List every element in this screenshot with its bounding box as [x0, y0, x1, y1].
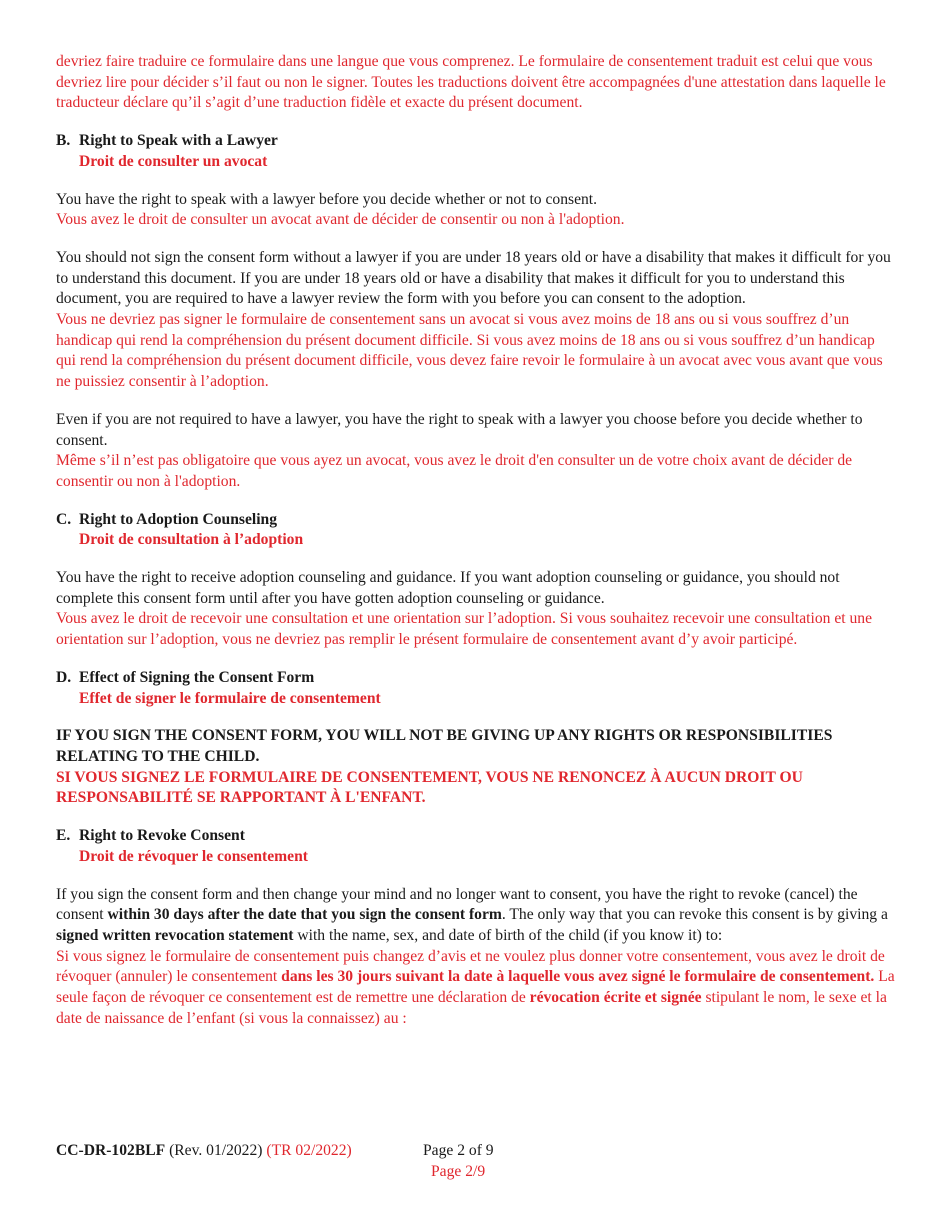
section-e-en-text-1: If you sign the consent form and then change your mind and no longer want to consent, you have the right to revoke (cancel) the consent — [56, 885, 858, 924]
section-b-p2-en: You should not sign the consent form without a lawyer if you are under 18 years old or have a disability that makes it difficult for you to understand this document. If you are under 18 years old or have a disability that makes it difficult for you to understand this document, you are required to have a lawyer review the form with you before you can consent to the adoption. — [56, 248, 891, 308]
intro-paragraph-fr: devriez faire traduire ce formulaire dans une langue que vous comprenez. Le formulaire de consentement traduit est celui que vous devriez lire pour décider s’il faut ou non le signer. Toutes les traductions doivent être accompagnées d'une attestation dans laquelle le traducteur déclare qu’il s’agit d’une traduction fidèle et exacte du présent document. — [56, 53, 886, 112]
section-c-title-fr: Droit de consultation à l’adoption — [79, 531, 304, 549]
section-e-en-text-2: . The only way that you can revoke this consent is by giving a — [501, 906, 888, 924]
section-b-p1-en: You have the right to speak with a lawyer before you decide whether or not to consent. — [56, 190, 598, 208]
section-b-title — [56, 131, 896, 152]
section-d-title-text: Effect of Signing the Consent Form — [79, 668, 315, 686]
section-e-title-fr: Droit de révoquer le consentement — [79, 847, 308, 865]
section-c-p1-en: You have the right to receive adoption counseling and guidance. If you want adoption counseling or guidance, you should not complete this consent form until after you have gotten adoption counseling or guidance. — [56, 569, 840, 607]
form-translation-revision: (TR 02/2022) — [266, 1142, 352, 1159]
page-number — [423, 1141, 523, 1182]
form-id: CC-DR-102BLF — [56, 1142, 166, 1159]
section-e-letter: E. — [56, 827, 71, 845]
section-b-title-fr: Droit de consulter un avocat — [79, 152, 268, 170]
section-b-letter: B. — [56, 132, 71, 150]
section-e-title-text: Right to Revoke Consent — [79, 827, 245, 845]
section-e-title — [56, 826, 896, 847]
section-b-p2-fr: Vous ne devriez pas signer le formulaire de consentement sans un avocat si vous avez moins de 18 ans ou si vous souffrez d’un handicap qui rend la compréhension du présent document difficile. Si vous avez moins de 18 ans ou si vous souffrez d’un handicap qui rend la compréhension du présent document difficile, vous devez faire revoir le formulaire à un avocat avec vous avant que vous ne puissiez consentir à l’adoption. — [56, 311, 883, 391]
section-e-en-text-3: with the name, sex, and date of birth of the child (if you know it) to: — [293, 926, 723, 944]
page-content — [56, 52, 896, 1029]
section-d — [56, 668, 896, 809]
section-e-en-bold-2: signed written revocation statement — [56, 926, 294, 944]
section-d-letter: D. — [56, 668, 72, 686]
section-b-title-text: Right to Speak with a Lawyer — [79, 132, 278, 150]
section-b-p3-fr: Même s’il n’est pas obligatoire que vous ayez un avocat, vous avez le droit d'en consulter un de votre choix avant de décider de consentir ou non à l'adoption. — [56, 452, 853, 490]
section-e-en-bold-1: within 30 days after the date that you sign the consent form — [107, 906, 502, 924]
section-c-title — [56, 510, 896, 531]
section-e-fr-bold-2: révocation écrite et signée — [529, 989, 702, 1007]
section-b-p1-fr: Vous avez le droit de consulter un avocat avant de décider de consentir ou non à l'adoption. — [56, 211, 625, 229]
section-c-p1-fr: Vous avez le droit de recevoir une consultation et une orientation sur l’adoption. Si vous souhaitez recevoir une consultation et une orientation sur l’adoption, vous ne devriez pas remplir le présent formulaire de consentement avant d’y avoir participé. — [56, 610, 872, 649]
section-d-warning-fr: SI VOUS SIGNEZ LE FORMULAIRE DE CONSENTEMENT, VOUS NE RENONCEZ À AUCUN DROIT OU RESPONSABILITÉ SE RAPPORTANT À L'ENFANT. — [56, 768, 803, 807]
page-footer — [56, 1141, 896, 1185]
section-c-title-text: Right to Adoption Counseling — [79, 510, 278, 528]
section-e-fr-text-2: La seule façon de révoquer ce consentement est de remettre une déclaration de — [56, 968, 895, 1007]
page-number-en: Page 2 of 9 — [423, 1142, 494, 1159]
form-identifier — [56, 1141, 352, 1162]
section-d-title — [56, 668, 896, 689]
section-c — [56, 510, 896, 651]
section-e-p1-fr — [56, 947, 896, 1030]
form-revision: (Rev. 01/2022) — [169, 1142, 263, 1159]
section-c-letter: C. — [56, 510, 72, 528]
section-b — [56, 131, 896, 493]
section-e-fr-text-1: Si vous signez le formulaire de consentement puis changez d’avis et ne voulez plus donner votre consentement, vous avez le droit de révoquer (annuler) le consentement — [56, 947, 885, 986]
page-number-fr: Page 2/9 — [431, 1162, 486, 1180]
section-b-p3-en: Even if you are not required to have a lawyer, you have the right to speak with a lawyer you choose before you decide whether to consent. — [56, 410, 863, 449]
section-e-p1-en — [56, 885, 896, 947]
section-d-title-fr: Effet de signer le formulaire de consentement — [79, 689, 381, 707]
section-d-warning-en: IF YOU SIGN THE CONSENT FORM, YOU WILL NOT BE GIVING UP ANY RIGHTS OR RESPONSIBILITIES RELATING TO THE CHILD. — [56, 727, 833, 765]
section-e-fr-text-3: stipulant le nom, le sexe et la date de naissance de l’enfant (si vous la connaissez) au : — [56, 989, 887, 1027]
section-e — [56, 826, 896, 1029]
section-e-fr-bold-1: dans les 30 jours suivant la date à laquelle vous avez signé le formulaire de consentement. — [281, 968, 875, 986]
